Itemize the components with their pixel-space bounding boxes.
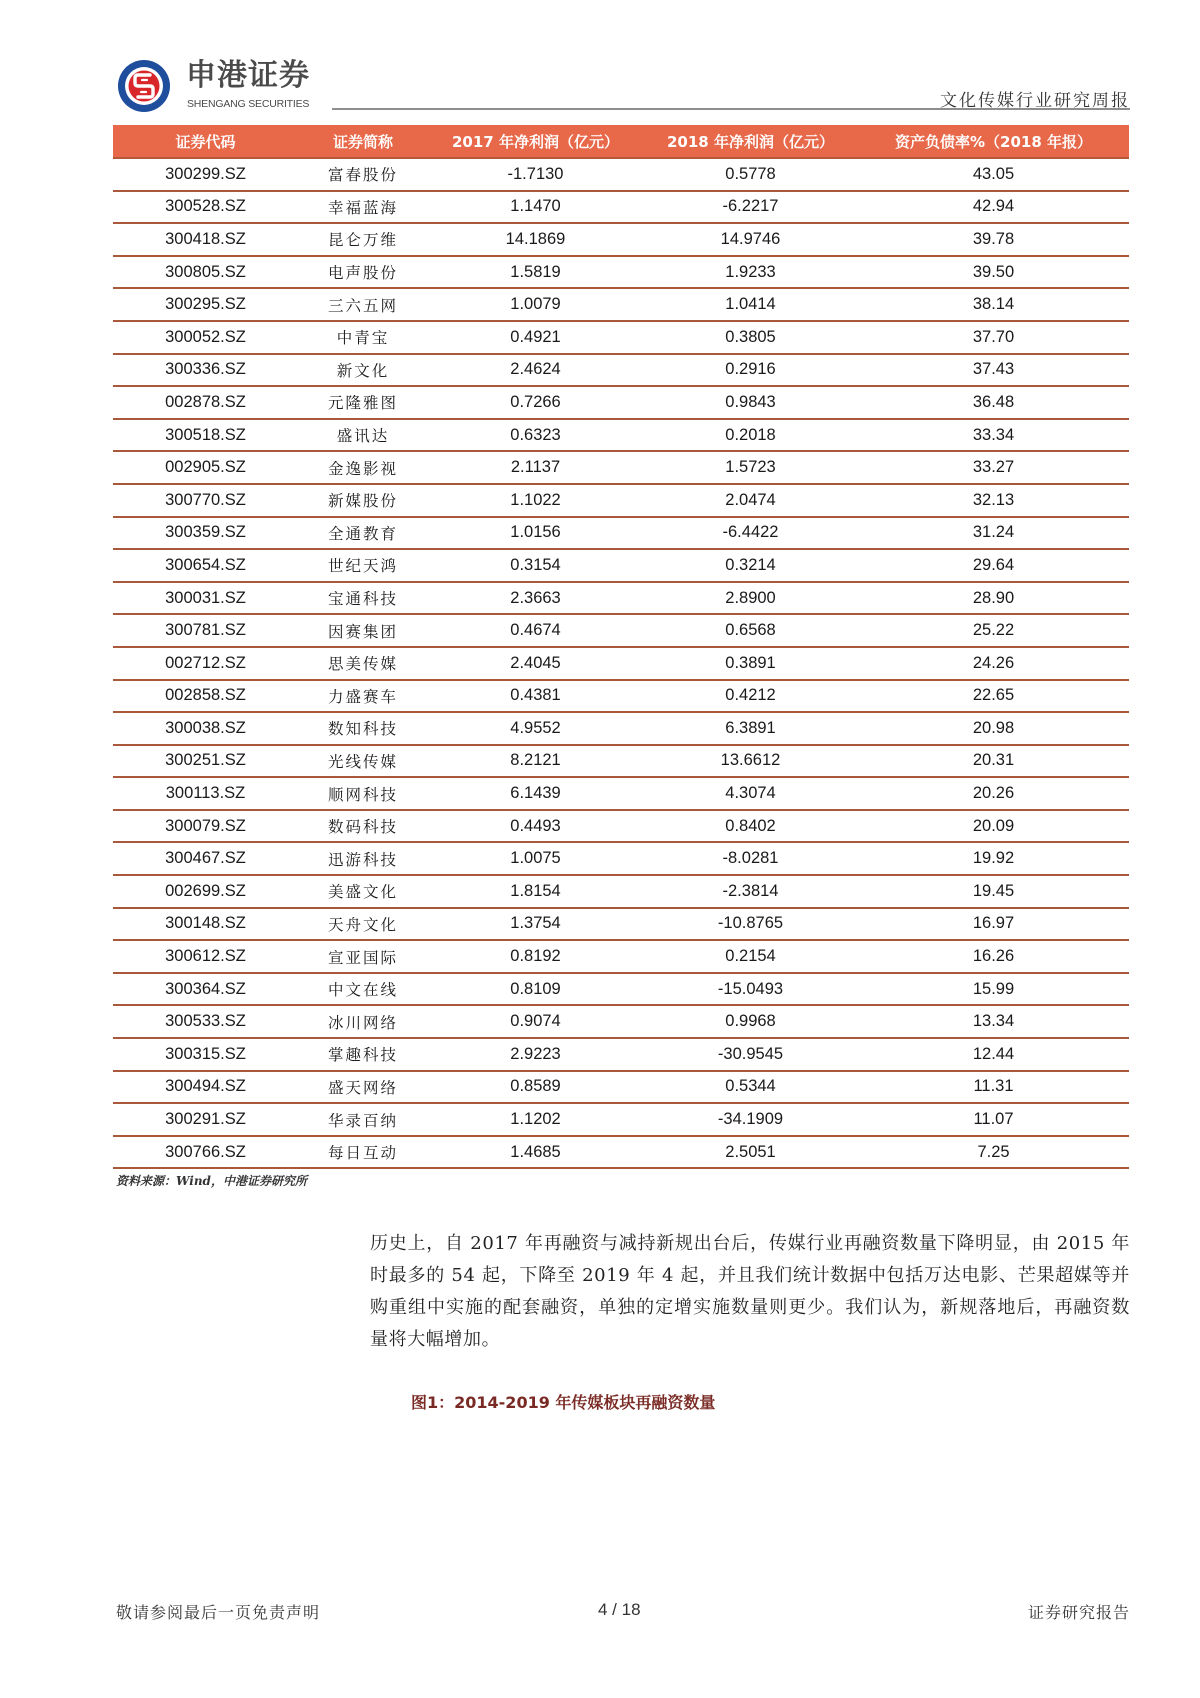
stock-name-cell: 新文化 [298, 354, 428, 387]
stock-name-cell: 宣亚国际 [298, 940, 428, 973]
table-row [113, 908, 1129, 941]
page-number: 4 / 18 [598, 1600, 641, 1619]
stock-name-cell: 掌趣科技 [298, 1038, 428, 1071]
column-header-profit-2017: 2017 年净利润（亿元） [428, 125, 643, 158]
debt-ratio-cell: 43.05 [858, 158, 1129, 191]
debt-ratio-cell: 16.26 [858, 940, 1129, 973]
profit-2017-cell: 6.1439 [428, 777, 643, 810]
figure-placeholder [370, 1420, 1130, 1570]
stock-name-cell: 顺网科技 [298, 777, 428, 810]
profit-2018-cell: 1.0414 [643, 288, 858, 321]
stock-code-cell: 002699.SZ [113, 875, 298, 908]
table-source-note: 资料来源：Wind，中港证券研究所 [116, 1174, 307, 1188]
table-row [113, 1136, 1129, 1169]
debt-ratio-cell: 25.22 [858, 614, 1129, 647]
profit-2018-cell: -6.4422 [643, 517, 858, 550]
stock-name-cell: 华录百纳 [298, 1103, 428, 1136]
debt-ratio-cell: 36.48 [858, 386, 1129, 419]
column-header-code: 证券代码 [113, 125, 298, 158]
profit-2017-cell: 2.3663 [428, 582, 643, 615]
table-row [113, 484, 1129, 517]
profit-2017-cell: 1.1470 [428, 191, 643, 224]
stock-code-cell: 002858.SZ [113, 680, 298, 713]
profit-2017-cell: 1.1022 [428, 484, 643, 517]
stock-name-cell: 全通教育 [298, 517, 428, 550]
profit-2018-cell: 0.2018 [643, 419, 858, 452]
profit-2017-cell: 1.0156 [428, 517, 643, 550]
stock-code-cell: 300533.SZ [113, 1005, 298, 1038]
table-row [113, 451, 1129, 484]
table-row [113, 288, 1129, 321]
table-row [113, 940, 1129, 973]
profit-2018-cell: -15.0493 [643, 973, 858, 1006]
footer-doc-type: 证券研究报告 [1027, 1603, 1130, 1622]
stock-name-cell: 幸福蓝海 [298, 191, 428, 224]
stock-code-cell: 300336.SZ [113, 354, 298, 387]
table-header-row [113, 125, 1129, 158]
profit-2018-cell: 0.5344 [643, 1071, 858, 1104]
stock-name-cell: 金逸影视 [298, 451, 428, 484]
debt-ratio-cell: 20.31 [858, 745, 1129, 778]
table-row [113, 1038, 1129, 1071]
stock-code-cell: 300299.SZ [113, 158, 298, 191]
company-name-cn: 申港证券 [186, 58, 310, 93]
table-body [113, 158, 1129, 1168]
profit-2017-cell: 0.8192 [428, 940, 643, 973]
profit-2017-cell: 2.4045 [428, 647, 643, 680]
profit-2018-cell: 13.6612 [643, 745, 858, 778]
profit-2018-cell: 0.5778 [643, 158, 858, 191]
table-row [113, 680, 1129, 713]
profit-2018-cell: -6.2217 [643, 191, 858, 224]
profit-2017-cell: 0.8589 [428, 1071, 643, 1104]
profit-2018-cell: 0.2154 [643, 940, 858, 973]
profit-2018-cell: 2.8900 [643, 582, 858, 615]
stock-code-cell: 300805.SZ [113, 256, 298, 289]
stock-code-cell: 002712.SZ [113, 647, 298, 680]
stock-code-cell: 300770.SZ [113, 484, 298, 517]
table-row [113, 842, 1129, 875]
stock-code-cell: 300295.SZ [113, 288, 298, 321]
stock-name-cell: 天舟文化 [298, 908, 428, 941]
stock-code-cell: 300052.SZ [113, 321, 298, 354]
profit-2018-cell: 14.9746 [643, 223, 858, 256]
stock-code-cell: 300528.SZ [113, 191, 298, 224]
profit-2018-cell: 0.3805 [643, 321, 858, 354]
debt-ratio-cell: 38.14 [858, 288, 1129, 321]
stock-code-cell: 300291.SZ [113, 1103, 298, 1136]
profit-2017-cell: 0.3154 [428, 549, 643, 582]
stock-name-cell: 新媒股份 [298, 484, 428, 517]
table-row [113, 223, 1129, 256]
stock-code-cell: 300654.SZ [113, 549, 298, 582]
profit-2018-cell: -8.0281 [643, 842, 858, 875]
profit-2018-cell: 6.3891 [643, 712, 858, 745]
stock-name-cell: 富春股份 [298, 158, 428, 191]
table-row [113, 647, 1129, 680]
profit-2018-cell: 2.5051 [643, 1136, 858, 1169]
profit-2017-cell: 0.9074 [428, 1005, 643, 1038]
profit-2017-cell: 2.9223 [428, 1038, 643, 1071]
stock-code-cell: 300418.SZ [113, 223, 298, 256]
debt-ratio-cell: 13.34 [858, 1005, 1129, 1038]
column-header-debt-ratio: 资产负债率%（2018 年报） [858, 125, 1129, 158]
stock-name-cell: 冰川网络 [298, 1005, 428, 1038]
profit-2018-cell: 4.3074 [643, 777, 858, 810]
stock-name-cell: 迅游科技 [298, 842, 428, 875]
column-header-name: 证券简称 [298, 125, 428, 158]
stock-name-cell: 三六五网 [298, 288, 428, 321]
table-row [113, 745, 1129, 778]
stock-name-cell: 昆仑万维 [298, 223, 428, 256]
profit-2017-cell: 1.8154 [428, 875, 643, 908]
profit-2017-cell: 4.9552 [428, 712, 643, 745]
profit-2018-cell: 2.0474 [643, 484, 858, 517]
profit-2018-cell: 0.2916 [643, 354, 858, 387]
stock-name-cell: 元隆雅图 [298, 386, 428, 419]
profit-2018-cell: -10.8765 [643, 908, 858, 941]
debt-ratio-cell: 22.65 [858, 680, 1129, 713]
table-row [113, 810, 1129, 843]
profit-2017-cell: 1.0079 [428, 288, 643, 321]
stock-code-cell: 300251.SZ [113, 745, 298, 778]
stock-code-cell: 002878.SZ [113, 386, 298, 419]
body-paragraph: 历史上，自 2017 年再融资与减持新规出台后，传媒行业再融资数量下降明显，由 2015 年时最多的 54 起，下降至 2019 年 4 起，并且我们统计数据中包括万达电影、芒果超媒等并购重组中实施的配套融资，单独的定增实施数量则更少。我们认为，新规落地后，再融资数量将大幅增加。 [370, 1233, 1130, 1350]
debt-ratio-cell: 32.13 [858, 484, 1129, 517]
stock-name-cell: 数码科技 [298, 810, 428, 843]
profit-2018-cell: 0.3891 [643, 647, 858, 680]
profit-2017-cell: 1.5819 [428, 256, 643, 289]
shengang-logo-icon [116, 58, 172, 114]
page-header [116, 56, 1130, 116]
stock-name-cell: 盛天网络 [298, 1071, 428, 1104]
debt-ratio-cell: 39.78 [858, 223, 1129, 256]
profit-2017-cell: 2.1137 [428, 451, 643, 484]
profit-2018-cell: 0.4212 [643, 680, 858, 713]
debt-ratio-cell: 31.24 [858, 517, 1129, 550]
stock-code-cell: 300113.SZ [113, 777, 298, 810]
stock-name-cell: 中青宝 [298, 321, 428, 354]
debt-ratio-cell: 20.26 [858, 777, 1129, 810]
debt-ratio-cell: 29.64 [858, 549, 1129, 582]
debt-ratio-cell: 24.26 [858, 647, 1129, 680]
profit-2017-cell: 2.4624 [428, 354, 643, 387]
profit-2018-cell: -2.3814 [643, 875, 858, 908]
profit-2018-cell: 0.3214 [643, 549, 858, 582]
profit-2017-cell: 0.4381 [428, 680, 643, 713]
table-row [113, 712, 1129, 745]
stock-name-cell: 光线传媒 [298, 745, 428, 778]
profit-2017-cell: 1.4685 [428, 1136, 643, 1169]
profit-2017-cell: 14.1869 [428, 223, 643, 256]
debt-ratio-cell: 20.09 [858, 810, 1129, 843]
report-type-title: 文化传媒行业研究周报 [940, 91, 1130, 111]
profit-2017-cell: 1.0075 [428, 842, 643, 875]
stock-code-cell: 300315.SZ [113, 1038, 298, 1071]
debt-ratio-cell: 19.92 [858, 842, 1129, 875]
table-row [113, 1071, 1129, 1104]
profit-2018-cell: -30.9545 [643, 1038, 858, 1071]
profit-2018-cell: 1.9233 [643, 256, 858, 289]
table-row [113, 1103, 1129, 1136]
debt-ratio-cell: 20.98 [858, 712, 1129, 745]
stock-name-cell: 世纪天鸿 [298, 549, 428, 582]
table-row [113, 875, 1129, 908]
stock-name-cell: 数知科技 [298, 712, 428, 745]
table-row [113, 386, 1129, 419]
company-name-en: SHENGANG SECURITIES [187, 98, 310, 110]
profit-2017-cell: 0.6323 [428, 419, 643, 452]
stock-name-cell: 因赛集团 [298, 614, 428, 647]
stock-name-cell: 电声股份 [298, 256, 428, 289]
table-row [113, 1005, 1129, 1038]
profit-2018-cell: 0.8402 [643, 810, 858, 843]
profit-2018-cell: 1.5723 [643, 451, 858, 484]
debt-ratio-cell: 33.34 [858, 419, 1129, 452]
table-row [113, 158, 1129, 191]
stock-name-cell: 思美传媒 [298, 647, 428, 680]
stock-code-cell: 300359.SZ [113, 517, 298, 550]
table-row [113, 256, 1129, 289]
debt-ratio-cell: 42.94 [858, 191, 1129, 224]
debt-ratio-cell: 15.99 [858, 973, 1129, 1006]
debt-ratio-cell: 11.07 [858, 1103, 1129, 1136]
stock-name-cell: 宝通科技 [298, 582, 428, 615]
stock-code-cell: 300518.SZ [113, 419, 298, 452]
profit-2017-cell: 1.3754 [428, 908, 643, 941]
table-row [113, 191, 1129, 224]
stock-name-cell: 每日互动 [298, 1136, 428, 1169]
debt-ratio-cell: 11.31 [858, 1071, 1129, 1104]
debt-ratio-cell: 37.43 [858, 354, 1129, 387]
stock-code-cell: 300467.SZ [113, 842, 298, 875]
profit-2017-cell: 0.7266 [428, 386, 643, 419]
debt-ratio-cell: 28.90 [858, 582, 1129, 615]
table-row [113, 582, 1129, 615]
stock-code-cell: 300364.SZ [113, 973, 298, 1006]
stock-code-cell: 002905.SZ [113, 451, 298, 484]
table-row [113, 549, 1129, 582]
profit-2017-cell: -1.7130 [428, 158, 643, 191]
stock-name-cell: 美盛文化 [298, 875, 428, 908]
profit-2017-cell: 1.1202 [428, 1103, 643, 1136]
stock-code-cell: 300038.SZ [113, 712, 298, 745]
profit-2018-cell: 0.9968 [643, 1005, 858, 1038]
table-row [113, 973, 1129, 1006]
stock-code-cell: 300781.SZ [113, 614, 298, 647]
stock-name-cell: 中文在线 [298, 973, 428, 1006]
stock-name-cell: 力盛赛车 [298, 680, 428, 713]
debt-ratio-cell: 19.45 [858, 875, 1129, 908]
profit-2017-cell: 0.4921 [428, 321, 643, 354]
table-row [113, 777, 1129, 810]
profit-2017-cell: 0.8109 [428, 973, 643, 1006]
profit-2018-cell: -34.1909 [643, 1103, 858, 1136]
profit-2017-cell: 0.4674 [428, 614, 643, 647]
table-row [113, 517, 1129, 550]
stock-code-cell: 300031.SZ [113, 582, 298, 615]
stock-code-cell: 300494.SZ [113, 1071, 298, 1104]
profit-2018-cell: 0.6568 [643, 614, 858, 647]
profit-2017-cell: 0.4493 [428, 810, 643, 843]
stock-code-cell: 300766.SZ [113, 1136, 298, 1169]
debt-ratio-cell: 39.50 [858, 256, 1129, 289]
profit-2018-cell: 0.9843 [643, 386, 858, 419]
table-row [113, 354, 1129, 387]
debt-ratio-cell: 7.25 [858, 1136, 1129, 1169]
net-profit-debt-ratio-table [113, 125, 1129, 1169]
debt-ratio-cell: 12.44 [858, 1038, 1129, 1071]
table-row [113, 614, 1129, 647]
table-row [113, 419, 1129, 452]
footer-disclaimer: 敬请参阅最后一页免责声明 [116, 1603, 321, 1622]
table-row [113, 321, 1129, 354]
profit-2017-cell: 8.2121 [428, 745, 643, 778]
stock-name-cell: 盛讯达 [298, 419, 428, 452]
stock-code-cell: 300612.SZ [113, 940, 298, 973]
stock-code-cell: 300079.SZ [113, 810, 298, 843]
column-header-profit-2018: 2018 年净利润（亿元） [643, 125, 858, 158]
debt-ratio-cell: 37.70 [858, 321, 1129, 354]
debt-ratio-cell: 16.97 [858, 908, 1129, 941]
stock-code-cell: 300148.SZ [113, 908, 298, 941]
debt-ratio-cell: 33.27 [858, 451, 1129, 484]
figure-caption: 图1：2014-2019 年传媒板块再融资数量 [411, 1393, 716, 1412]
